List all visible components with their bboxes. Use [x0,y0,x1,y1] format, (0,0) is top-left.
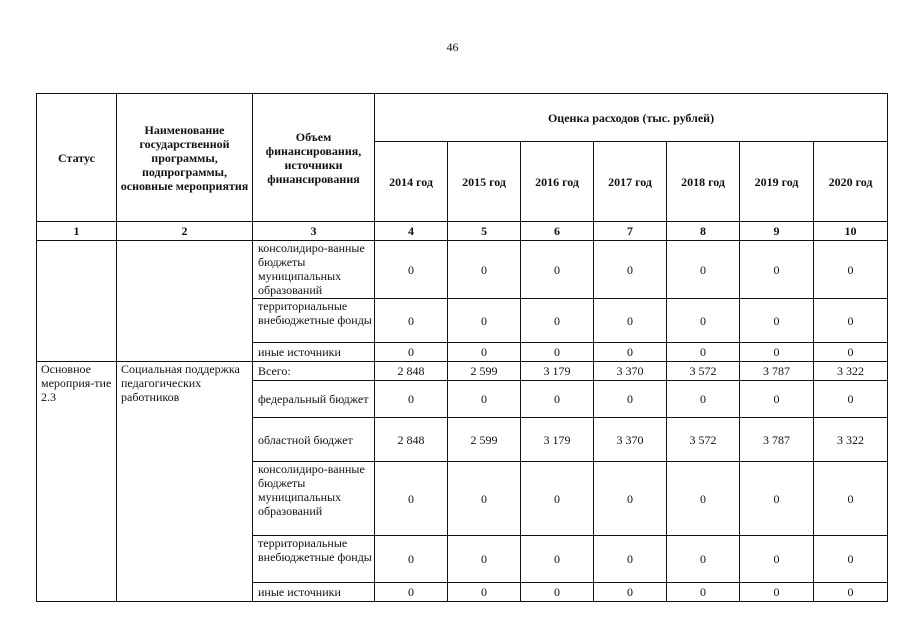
value-cell: 0 [448,583,521,602]
value-cell: 0 [521,299,594,343]
header-year: 2014 год [375,142,448,222]
header-status: Статус [37,94,117,222]
value-cell: 0 [814,241,888,299]
value-cell: 0 [667,241,740,299]
value-cell: 0 [375,536,448,583]
value-cell: 0 [594,299,667,343]
value-cell: 0 [448,299,521,343]
value-cell: 0 [375,299,448,343]
value-cell: 0 [814,462,888,536]
name-cell-empty [117,241,253,362]
value-cell: 3 179 [521,362,594,381]
value-cell: 0 [375,241,448,299]
column-number: 9 [740,222,814,241]
value-cell: 3 322 [814,362,888,381]
value-cell: 0 [814,583,888,602]
source-label: консолидиро-ванные бюджеты муниципальных образований [253,241,375,299]
value-cell: 0 [740,583,814,602]
value-cell: 0 [814,299,888,343]
column-number: 3 [253,222,375,241]
value-cell: 0 [375,583,448,602]
header-year: 2015 год [448,142,521,222]
column-number: 7 [594,222,667,241]
value-cell: 3 787 [740,362,814,381]
value-cell: 0 [594,583,667,602]
column-number: 1 [37,222,117,241]
table-row [37,362,888,381]
source-label: федеральный бюджет [253,381,375,418]
value-cell: 0 [594,462,667,536]
value-cell: 0 [375,343,448,362]
event-status: Основное мероприя-тие 2.3 [37,362,117,602]
page-number: 46 [446,40,459,54]
value-cell: 0 [594,536,667,583]
column-number: 8 [667,222,740,241]
header-year: 2018 год [667,142,740,222]
value-cell: 3 370 [594,362,667,381]
value-cell: 3 572 [667,362,740,381]
source-label: Всего: [253,362,375,381]
value-cell: 0 [448,536,521,583]
value-cell: 0 [448,241,521,299]
value-cell: 0 [667,343,740,362]
value-cell: 0 [814,343,888,362]
value-cell: 0 [521,462,594,536]
value-cell: 0 [521,343,594,362]
column-number: 4 [375,222,448,241]
column-number: 6 [521,222,594,241]
value-cell: 0 [740,462,814,536]
column-number: 5 [448,222,521,241]
value-cell: 0 [814,536,888,583]
header-year: 2020 год [814,142,888,222]
source-label: консолидиро-ванные бюджеты муниципальных образований [253,462,375,536]
source-label: иные источники [253,583,375,602]
value-cell: 0 [667,299,740,343]
status-cell-empty [37,241,117,362]
value-cell: 0 [740,381,814,418]
header-year: 2016 год [521,142,594,222]
value-cell: 0 [594,241,667,299]
value-cell: 0 [594,381,667,418]
value-cell: 0 [521,381,594,418]
table-row [37,241,888,299]
value-cell: 0 [375,381,448,418]
value-cell: 0 [448,462,521,536]
source-label: территориальные внебюджетные фонды [253,299,375,343]
header-estimate: Оценка расходов (тыс. рублей) [375,94,888,142]
column-number: 10 [814,222,888,241]
value-cell: 3 370 [594,418,667,462]
value-cell: 0 [667,381,740,418]
value-cell: 2 599 [448,362,521,381]
source-label: областной бюджет [253,418,375,462]
header-year: 2017 год [594,142,667,222]
value-cell: 0 [740,343,814,362]
value-cell: 2 848 [375,418,448,462]
value-cell: 0 [448,343,521,362]
value-cell: 3 179 [521,418,594,462]
value-cell: 0 [667,536,740,583]
value-cell: 3 572 [667,418,740,462]
source-label: иные источники [253,343,375,362]
header-volume: Объем финансирования, источники финансирования [253,94,375,222]
column-number: 2 [117,222,253,241]
value-cell: 0 [667,462,740,536]
value-cell: 3 322 [814,418,888,462]
header-name: Наименование государственной программы, подпрограммы, основные мероприятия [117,94,253,222]
value-cell: 0 [375,462,448,536]
value-cell: 0 [814,381,888,418]
event-name: Социальная поддержка педагогических работников [117,362,253,602]
value-cell: 0 [594,343,667,362]
value-cell: 0 [740,299,814,343]
value-cell: 0 [740,536,814,583]
value-cell: 0 [448,381,521,418]
value-cell: 0 [740,241,814,299]
value-cell: 2 848 [375,362,448,381]
value-cell: 0 [521,536,594,583]
source-label: территориальные внебюджетные фонды [253,536,375,583]
value-cell: 0 [521,241,594,299]
expenses-table [36,93,888,602]
value-cell: 3 787 [740,418,814,462]
value-cell: 2 599 [448,418,521,462]
value-cell: 0 [667,583,740,602]
header-year: 2019 год [740,142,814,222]
value-cell: 0 [521,583,594,602]
